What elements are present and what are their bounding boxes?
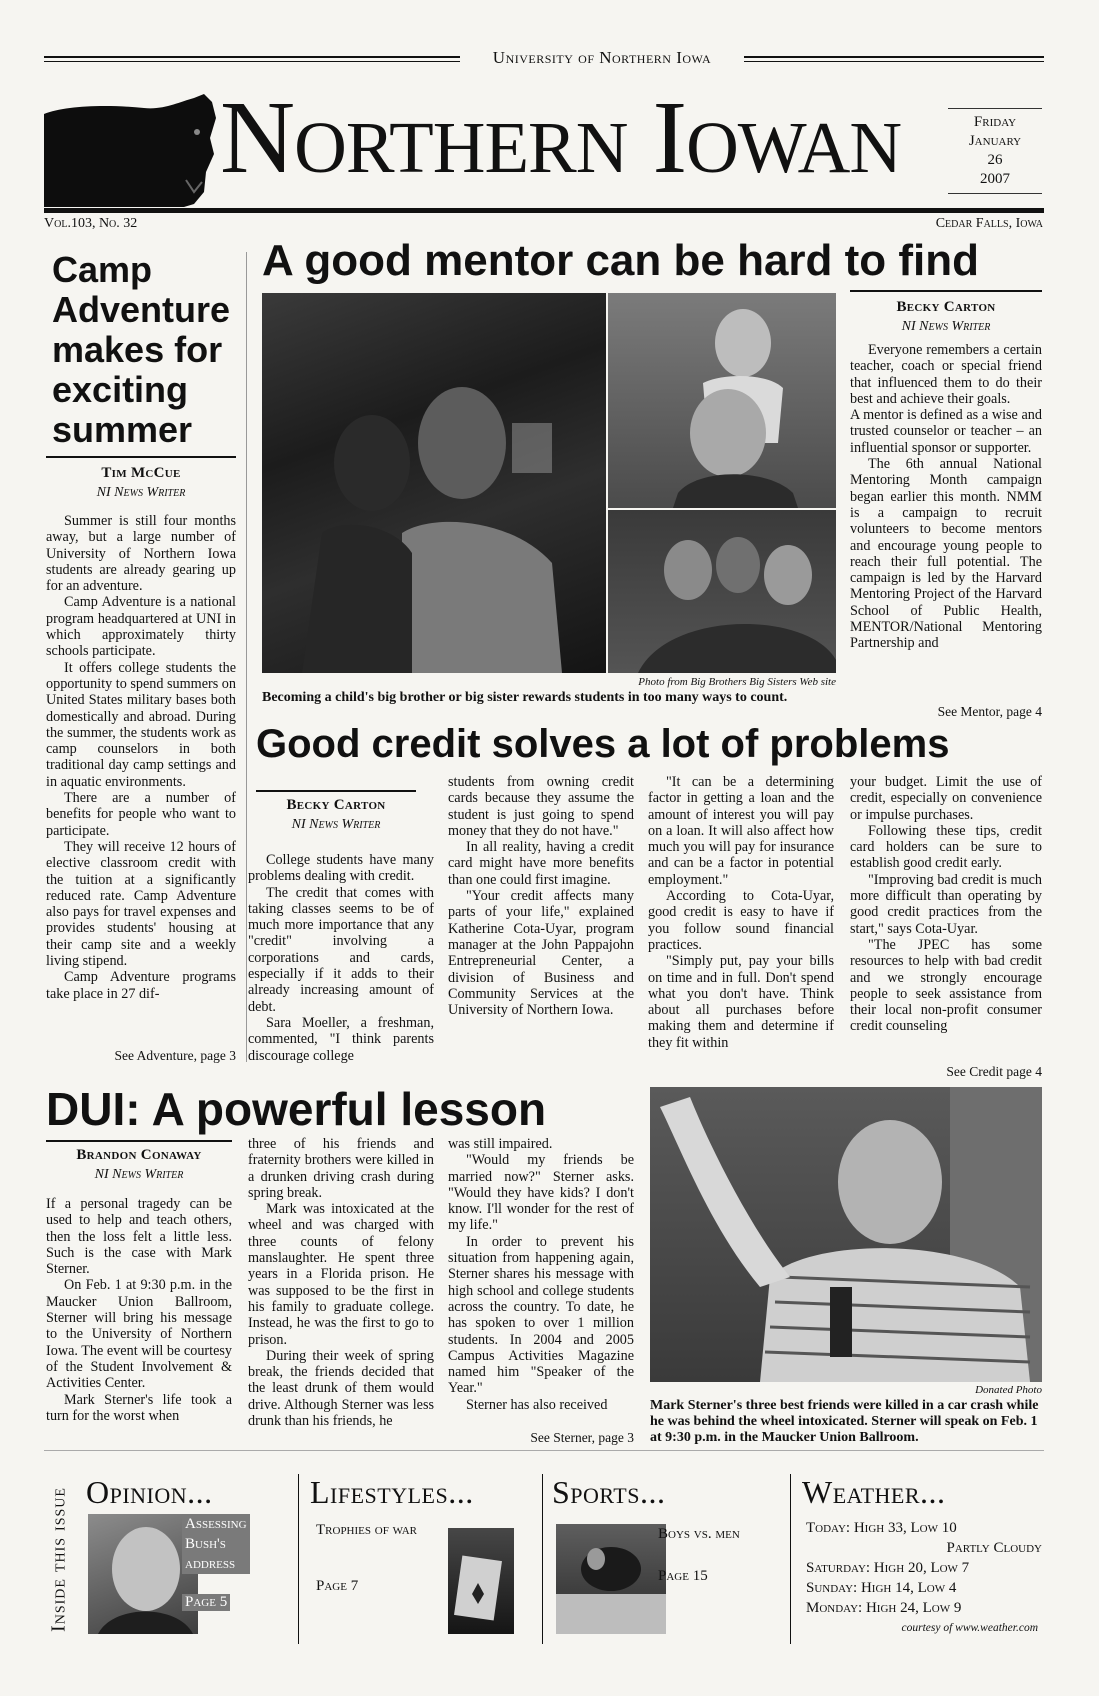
camp-paragraph: It offers college students the opportunity to spend summers on United States military bases both domestically and abroad. During the summer, the students work as camp counselors in both traditional day camp settings and in aquatic environments. bbox=[46, 659, 236, 790]
opinion-line: Assessing bbox=[185, 1516, 247, 1532]
credit-author: Becky Carton bbox=[286, 797, 386, 813]
university-name: University of Northern Iowa bbox=[492, 48, 712, 67]
dui-paragraph: During their week of spring break, the friends decided that the least drunk of them would drive. Although Sterner was less drunk than his friends, he bbox=[248, 1347, 434, 1430]
credit-paragraph: students from owning credit cards because they assume the student is just going to spend money that they do not have." bbox=[448, 774, 634, 839]
credit-headline: Good credit solves a lot of problems bbox=[256, 722, 950, 766]
weather-teaser-heading[interactable]: Weather... bbox=[802, 1474, 946, 1510]
sterner-photo bbox=[650, 1087, 1042, 1382]
credit-paragraph: College students have many problems dealing with credit. bbox=[248, 852, 434, 885]
dui-paragraph: was still impaired. bbox=[448, 1136, 553, 1152]
sports-page[interactable]: Page 15 bbox=[658, 1568, 708, 1584]
credit-paragraph: "Simply put, pay your bills on time and in full. Don't spend what you don't have. Think about all purchases before making them and determine if they fit within bbox=[648, 953, 834, 1051]
credit-column-1 bbox=[248, 852, 434, 1064]
camp-body bbox=[46, 513, 236, 1002]
weather-courtesy: courtesy of www.weather.com bbox=[901, 1622, 1038, 1634]
credit-paragraph: Sara Moeller, a freshman, commented, "I think parents discourage college bbox=[248, 1014, 434, 1064]
credit-paragraph: Following these tips, credit card holders can be sure to establish good credit early. bbox=[850, 822, 1042, 872]
dui-paragraph: three of his friends and fraternity brothers were killed in a drunken driving crash during spring break. bbox=[248, 1136, 434, 1201]
volume-number: Vol.103, No. 32 bbox=[44, 216, 138, 231]
sports-teaser-text[interactable]: Boys vs. men bbox=[658, 1526, 740, 1542]
mentor-body bbox=[850, 342, 1042, 652]
credit-paragraph: The credit that comes with taking classes seems to be of much more importance that any "credit" involving a corporations and cards, especially if it adds to their already increasing amount of debt. bbox=[248, 884, 434, 1015]
credit-column-2 bbox=[448, 774, 634, 1018]
mentor-photo-top-right bbox=[608, 293, 836, 508]
camp-paragraph: There are a number of benefits for people who want to participate. bbox=[46, 790, 236, 839]
lifestyles-page[interactable]: Page 7 bbox=[316, 1578, 359, 1594]
camp-byline-rule bbox=[46, 456, 236, 458]
dui-column-3 bbox=[448, 1136, 634, 1413]
dui-author: Brandon Conaway bbox=[76, 1147, 202, 1163]
sports-teaser-heading[interactable]: Sports... bbox=[552, 1474, 666, 1510]
mentor-author: Becky Carton bbox=[896, 299, 996, 315]
sterner-photo-credit: Donated Photo bbox=[975, 1384, 1042, 1396]
inside-separator bbox=[44, 1450, 1044, 1451]
mentor-jump-line[interactable]: See Mentor, page 4 bbox=[937, 704, 1042, 719]
mentor-byline bbox=[850, 298, 1042, 336]
mentor-author-role: NI News Writer bbox=[901, 319, 991, 334]
mentor-paragraph: The 6th annual National Mentoring Month campaign began earlier this month. NMM is a campaign to recruit volunteers to become mentors and encourage young people to reach their full potential. The campaign is led by the Harvard Mentoring Project of the Harvard School of Public Health, MENTOR/National Mentoring Partnership and bbox=[850, 456, 1042, 652]
weather-saturday: Saturday: High 20, Low 7 bbox=[806, 1560, 970, 1576]
camp-byline bbox=[46, 464, 236, 502]
lifestyles-teaser-heading[interactable]: Lifestyles... bbox=[310, 1474, 474, 1510]
dui-column-1 bbox=[46, 1196, 232, 1424]
mentor-byline-rule bbox=[850, 290, 1042, 292]
opinion-teaser-heading[interactable]: Opinion... bbox=[86, 1474, 213, 1510]
teaser-divider bbox=[542, 1474, 543, 1644]
panther-logo bbox=[44, 92, 216, 207]
date-num: 26 bbox=[987, 152, 1003, 168]
teaser-divider bbox=[790, 1474, 791, 1644]
dui-byline bbox=[46, 1146, 232, 1184]
dui-byline-rule bbox=[46, 1140, 232, 1142]
lifestyles-teaser-text[interactable]: Trophies of war bbox=[316, 1522, 418, 1538]
dui-paragraph: If a personal tragedy can be used to help and teach others, then the loss felt a little less. Such is the case with Mark Sterner. bbox=[46, 1196, 232, 1278]
camp-author-role: NI News Writer bbox=[96, 485, 186, 500]
masthead-rule-right bbox=[744, 56, 1044, 58]
mentor-paragraph: Everyone remembers a certain teacher, coach or special friend that influenced them to do their best and achieve their goals. bbox=[850, 342, 1042, 407]
credit-paragraph: "Your credit affects many parts of your life," explained Katherine Cota-Uyar, program manager at the John Pappajohn Entrepreneurial Center, a division of Business and Community Services at the University of Northern Iowa. bbox=[448, 888, 634, 1019]
date-day: Friday bbox=[973, 114, 1017, 130]
mentor-headline: A good mentor can be hard to find bbox=[262, 236, 980, 285]
location: Cedar Falls, Iowa bbox=[935, 216, 1043, 231]
dui-paragraph: In order to prevent his situation from happening again, Sterner shares his message with high school and college students across the country. To date, he has spoken to over 1 million students. In 2004 and 2005 Campus Activities Magazine named him "Speaker of the Year." bbox=[448, 1233, 634, 1397]
weather-forecast bbox=[806, 1518, 1042, 1618]
opinion-line: address bbox=[185, 1556, 236, 1572]
credit-paragraph: "It can be a determining factor in getting a loan and the amount of interest you will pay on a loan. It will also affect how much you will pay for insurance and can be a factor in potential employment." bbox=[648, 774, 834, 888]
credit-paragraph: According to Cota-Uyar, good credit is easy to have if you follow sound financial practices. bbox=[648, 888, 834, 953]
weather-monday: Monday: High 24, Low 9 bbox=[806, 1600, 962, 1616]
camp-paragraph: Summer is still four months away, but a large number of University of Northern Iowa students are already gearing up for an adventure. bbox=[46, 513, 236, 595]
sports-photo bbox=[556, 1524, 666, 1634]
camp-paragraph: Camp Adventure is a national program headquartered at UNI in which approximately thirty schools participate. bbox=[46, 594, 236, 660]
issue-date bbox=[948, 108, 1042, 194]
dui-column-2 bbox=[248, 1136, 434, 1429]
dui-paragraph: Mark Sterner's life took a turn for the worst when bbox=[46, 1391, 232, 1424]
masthead-thick-rule bbox=[44, 208, 1044, 213]
camp-headline: Camp Adventure makes for exciting summer bbox=[52, 249, 231, 450]
dui-author-role: NI News Writer bbox=[94, 1167, 184, 1182]
dui-paragraph: Sterner has also received bbox=[466, 1396, 608, 1413]
credit-author-role: NI News Writer bbox=[291, 817, 381, 832]
opinion-line: Bush's bbox=[185, 1536, 226, 1552]
date-month: January bbox=[968, 133, 1022, 149]
mentor-paragraph: A mentor is defined as a wise and trusted counselor or teacher – an influential sponsor or supporter. bbox=[850, 407, 1042, 456]
credit-byline-rule bbox=[256, 790, 416, 792]
credit-column-3 bbox=[648, 774, 834, 1051]
column-divider bbox=[246, 252, 247, 1062]
mentor-photo-caption: Becoming a child's big brother or big sister rewards students in too many ways to count. bbox=[262, 690, 788, 705]
masthead-rule-left bbox=[44, 56, 460, 58]
dui-paragraph: Mark was intoxicated at the wheel and was charged with three counts of felony manslaughter. He spent three years in a Florida prison. He was supposed to be the first in his family to graduate college. Instead, he was the first to go to prison. bbox=[248, 1201, 434, 1348]
lifestyles-photo bbox=[448, 1528, 514, 1634]
mentor-photo-credit: Photo from Big Brothers Big Sisters Web site bbox=[638, 676, 836, 688]
credit-column-4 bbox=[850, 774, 1042, 1035]
sterner-photo-figure bbox=[650, 1087, 1042, 1382]
date-year: 2007 bbox=[980, 171, 1010, 187]
credit-paragraph: In all reality, having a credit card might have more benefits than one could first imagine. bbox=[448, 839, 634, 888]
dui-jump-line[interactable]: See Sterner, page 3 bbox=[530, 1430, 634, 1445]
opinion-page[interactable]: Page 5 bbox=[182, 1594, 230, 1611]
inside-this-issue-label bbox=[46, 1476, 72, 1646]
masthead-rule-right-thin bbox=[744, 61, 1044, 62]
credit-paragraph: "The JPEC has some resources to help with bad credit and we strongly encourage people to seek assistance from their local non-profit consumer credit counseling bbox=[850, 936, 1042, 1035]
sterner-photo-caption: Mark Sterner's three best friends were killed in a car crash while he was behind the wheel intoxicated. Sterner will speak on Feb. 1 at 9:30 p.m. in the Maucker Union Ballroom. bbox=[650, 1398, 1039, 1445]
camp-paragraph: They will receive 12 hours of elective classroom credit with the tuition at a significantly reduced rate. Camp Adventure also pays for travel expenses and provides students' housing at their camp site and a weekly living stipend. bbox=[46, 838, 236, 970]
dui-headline: DUI: A powerful lesson bbox=[46, 1083, 547, 1135]
credit-jump-line[interactable]: See Credit page 4 bbox=[946, 1064, 1042, 1079]
mentor-photo-top-right-figures bbox=[608, 293, 836, 508]
mentor-photo-left-figures bbox=[262, 293, 606, 673]
lifestyles-card-image bbox=[448, 1528, 514, 1634]
mentor-photo-left bbox=[262, 293, 606, 673]
masthead-rule-left-thin bbox=[44, 61, 460, 62]
opinion-teaser-text[interactable] bbox=[182, 1514, 250, 1574]
weather-sunday: Sunday: High 14, Low 4 bbox=[806, 1580, 957, 1596]
mentor-photo-bottom-right bbox=[608, 510, 836, 673]
credit-paragraph: "Improving bad credit is much more difficult than operating by good credit practices from the start," says Cota-Uyar. bbox=[850, 871, 1042, 937]
sports-photo-figure bbox=[556, 1524, 666, 1634]
teaser-divider bbox=[298, 1474, 299, 1644]
newspaper-title: Northern Iowan bbox=[220, 80, 902, 195]
weather-today-conditions: Partly Cloudy bbox=[946, 1540, 1042, 1556]
credit-paragraph: your budget. Limit the use of credit, especially on convenience or impulse purchases. bbox=[850, 774, 1042, 823]
dui-paragraph: "Would my friends be married now?" Sterner asks. "Would they have kids? I don't know. I'll wonder for the rest of my life." bbox=[448, 1152, 634, 1234]
camp-jump-line[interactable]: See Adventure, page 3 bbox=[114, 1048, 236, 1063]
credit-byline bbox=[256, 796, 416, 834]
mentor-photo-bottom-right-figures bbox=[608, 510, 836, 673]
camp-paragraph: Camp Adventure programs take place in 27 dif- bbox=[46, 969, 236, 1002]
inside-label-text: Inside this issue bbox=[47, 1487, 70, 1632]
camp-author: Tim McCue bbox=[101, 465, 181, 481]
weather-today: Today: High 33, Low 10 bbox=[806, 1520, 957, 1536]
dui-paragraph: On Feb. 1 at 9:30 p.m. in the Maucker Union Ballroom, Sterner will bring his message to the University of Northern Iowa. The event will be courtesy of the Student Involvement & Activities Center. bbox=[46, 1277, 232, 1392]
